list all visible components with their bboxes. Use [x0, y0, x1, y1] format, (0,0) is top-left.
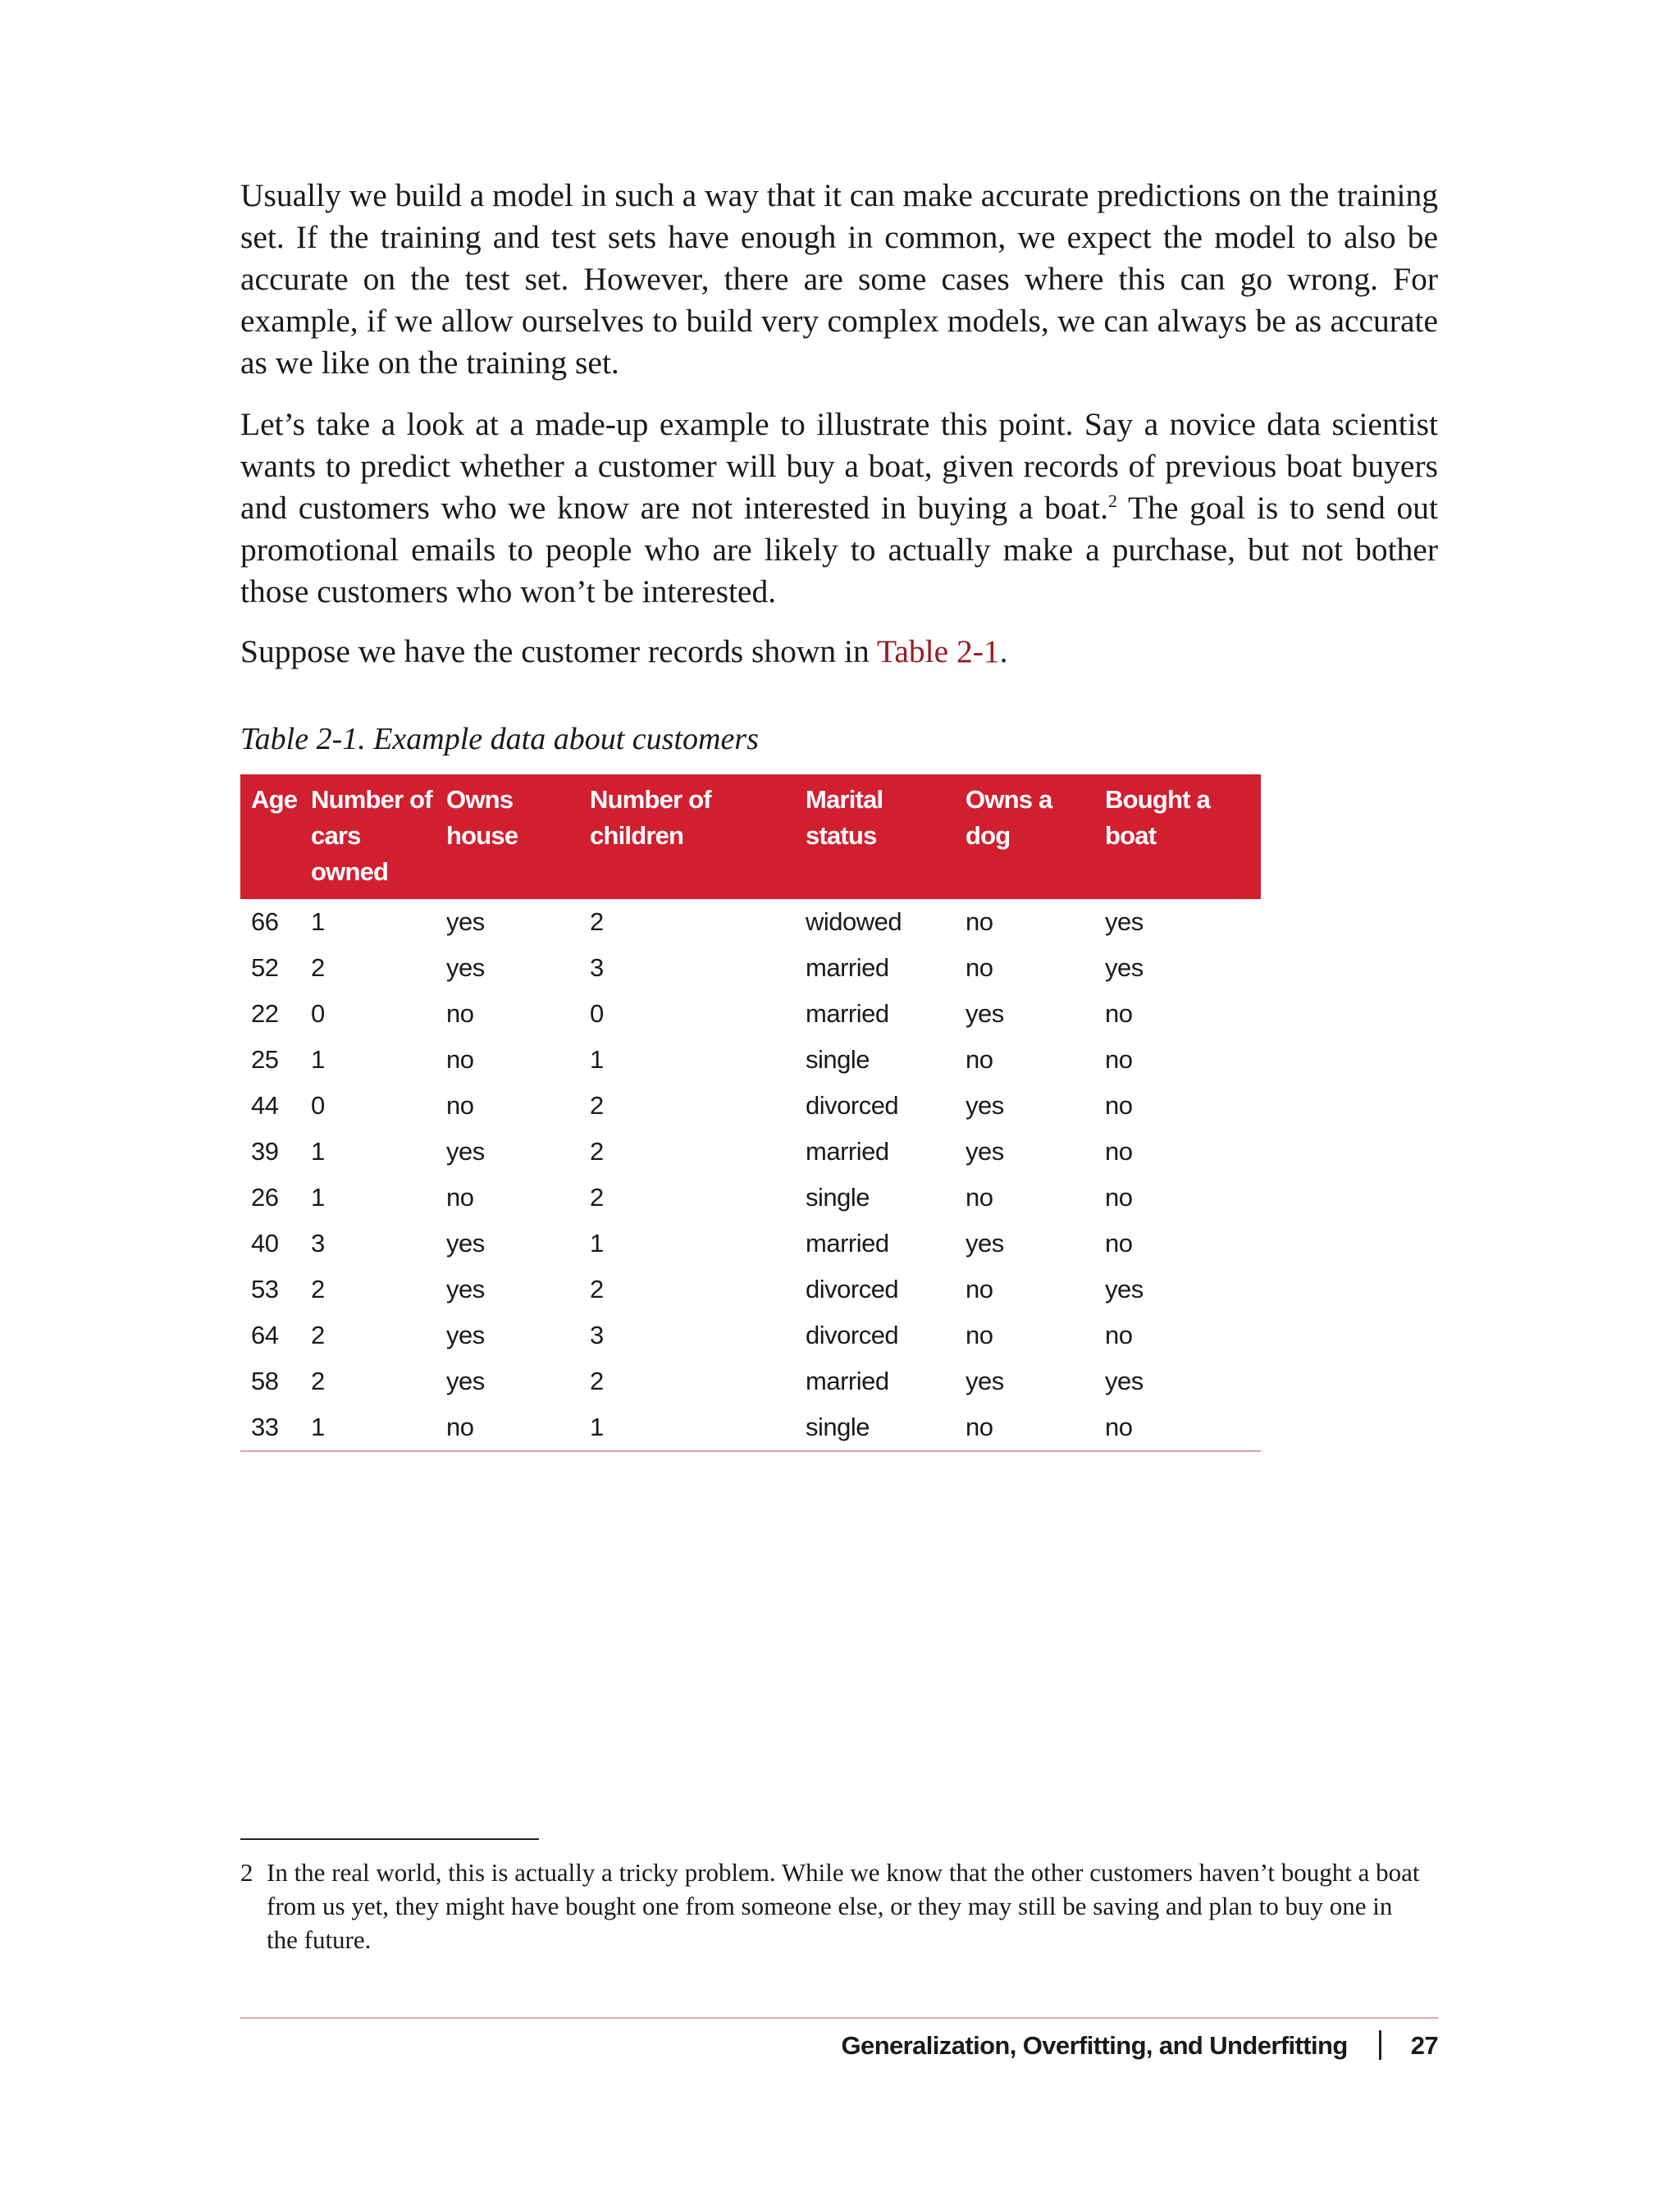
- cell-cars: 0: [311, 1091, 325, 1120]
- cell-age: 26: [251, 1183, 279, 1212]
- paragraph-table-intro: [240, 631, 1438, 673]
- cell-owns-dog: no: [966, 1045, 993, 1074]
- cell-cars: 1: [311, 1045, 325, 1074]
- table-row: [240, 1175, 1261, 1221]
- cell-owns-house: yes: [446, 1367, 485, 1395]
- paragraph-intro: Usually we build a model in such a way that it can make accurate predictions on the training set. If the training and test sets have enough in common, we expect the model to also be accurate on the test set. However, there are some cases where this can go wrong. For example, if we allow ourselves to build very complex models, we can always be as accurate as we like on the training set.: [240, 177, 1438, 381]
- footnote-divider: [240, 1838, 539, 1840]
- footnote: [240, 1856, 1422, 1956]
- cell-owns-house: no: [446, 1183, 474, 1212]
- customer-table: [240, 774, 1261, 1452]
- cell-age: 39: [251, 1137, 279, 1166]
- footnote-ref[interactable]: 2: [1108, 491, 1118, 511]
- footnote-number: 2: [240, 1858, 253, 1887]
- table-row: [240, 1267, 1261, 1312]
- cell-owns-house: no: [446, 1045, 474, 1074]
- column-header-bought-boat: Bought a boat: [1094, 774, 1261, 899]
- cell-owns-house: no: [446, 1413, 474, 1441]
- cell-cars: 0: [311, 999, 325, 1028]
- cell-children: 2: [590, 1183, 604, 1212]
- column-header-owns-house: Owns house: [436, 774, 579, 899]
- cell-cars: 2: [311, 1321, 325, 1349]
- cell-bought-boat: no: [1105, 1091, 1133, 1120]
- cell-bought-boat: no: [1105, 1137, 1133, 1166]
- cell-bought-boat: yes: [1105, 953, 1144, 982]
- cell-children: 1: [590, 1045, 604, 1074]
- paragraph-boat-example-rest: The goal is to send out promotional emails to people who are likely to actually make a purchase, but not bother those customers who won’t be interested.: [240, 490, 1439, 609]
- table-row: [240, 991, 1261, 1037]
- page-number: 27: [1410, 2031, 1438, 2060]
- cell-marital-status: single: [806, 1183, 870, 1212]
- cell-bought-boat: yes: [1105, 907, 1144, 936]
- column-header-cars: Number of cars owned: [300, 774, 436, 899]
- cell-age: 64: [251, 1321, 279, 1349]
- cell-owns-dog: no: [966, 1413, 993, 1441]
- cell-marital-status: married: [806, 999, 889, 1028]
- cell-owns-dog: no: [966, 1183, 993, 1212]
- cell-bought-boat: no: [1105, 1183, 1133, 1212]
- cell-age: 44: [251, 1091, 279, 1120]
- cell-children: 3: [590, 953, 604, 982]
- cell-owns-house: no: [446, 999, 474, 1028]
- cell-marital-status: married: [806, 1367, 889, 1395]
- cell-age: 33: [251, 1413, 279, 1441]
- cell-bought-boat: no: [1105, 1413, 1133, 1441]
- cell-marital-status: married: [806, 1229, 889, 1258]
- cell-age: 22: [251, 999, 279, 1028]
- cell-cars: 1: [311, 907, 325, 936]
- cell-owns-house: yes: [446, 1229, 485, 1258]
- cell-marital-status: single: [806, 1045, 870, 1074]
- cell-bought-boat: yes: [1105, 1367, 1144, 1395]
- cell-children: 2: [590, 907, 604, 936]
- cell-children: 2: [590, 1137, 604, 1166]
- column-header-marital-status: Marital status: [795, 774, 955, 899]
- cell-children: 1: [590, 1413, 604, 1441]
- cell-owns-dog: yes: [966, 999, 1004, 1028]
- cell-cars: 2: [311, 1275, 325, 1303]
- cell-marital-status: divorced: [806, 1275, 899, 1303]
- cell-bought-boat: yes: [1105, 1275, 1144, 1303]
- cell-cars: 3: [311, 1229, 325, 1258]
- cell-owns-house: yes: [446, 1137, 485, 1166]
- table-row: [240, 945, 1261, 991]
- cell-owns-house: yes: [446, 1321, 485, 1349]
- paragraph-table-intro-end: .: [999, 633, 1008, 669]
- cell-children: 2: [590, 1367, 604, 1395]
- table-link[interactable]: Table 2-1: [876, 633, 1000, 669]
- cell-cars: 1: [311, 1413, 325, 1441]
- cell-age: 40: [251, 1229, 279, 1258]
- cell-cars: 2: [311, 1367, 325, 1395]
- cell-owns-dog: no: [966, 953, 993, 982]
- footer-divider: [240, 2017, 1438, 2019]
- cell-bought-boat: no: [1105, 1321, 1133, 1349]
- table-row: [240, 1083, 1261, 1129]
- table-row: [240, 1358, 1261, 1404]
- column-header-children: Number of children: [579, 774, 795, 899]
- table-row: [240, 1312, 1261, 1358]
- footer-separator: [1379, 2030, 1381, 2060]
- cell-owns-dog: no: [966, 1321, 993, 1349]
- cell-owns-house: yes: [446, 1275, 485, 1303]
- cell-marital-status: single: [806, 1413, 870, 1441]
- cell-marital-status: married: [806, 1137, 889, 1166]
- cell-owns-house: yes: [446, 907, 485, 936]
- table-caption: Table 2-1. Example data about customers: [240, 722, 759, 756]
- cell-owns-house: yes: [446, 953, 485, 982]
- cell-owns-dog: yes: [966, 1367, 1004, 1395]
- cell-cars: 1: [311, 1137, 325, 1166]
- table-row: [240, 899, 1261, 945]
- cell-age: 52: [251, 953, 279, 982]
- running-footer-section: Generalization, Overfitting, and Underfitting: [841, 2031, 1348, 2060]
- table-row: [240, 1221, 1261, 1267]
- cell-owns-dog: yes: [966, 1229, 1004, 1258]
- cell-children: 0: [590, 999, 604, 1028]
- column-header-age: Age: [240, 774, 300, 899]
- cell-children: 2: [590, 1275, 604, 1303]
- cell-marital-status: divorced: [806, 1321, 899, 1349]
- cell-marital-status: divorced: [806, 1091, 899, 1120]
- footnote-text: In the real world, this is actually a tricky problem. While we know that the other customers haven’t bought a boat from us yet, they might have bought one from someone else, or they may still be saving and plan to buy one in the future.: [267, 1858, 1420, 1954]
- cell-owns-house: no: [446, 1091, 474, 1120]
- cell-marital-status: married: [806, 953, 889, 982]
- table-row: [240, 1404, 1261, 1451]
- table-row: [240, 1129, 1261, 1175]
- running-footer: [842, 2028, 1438, 2064]
- cell-owns-dog: yes: [966, 1091, 1004, 1120]
- cell-owns-dog: yes: [966, 1137, 1004, 1166]
- table-row: [240, 1037, 1261, 1083]
- paragraph-boat-example: [240, 404, 1438, 613]
- cell-age: 58: [251, 1367, 279, 1395]
- cell-marital-status: widowed: [806, 907, 902, 936]
- cell-children: 3: [590, 1321, 604, 1349]
- column-header-owns-dog: Owns a dog: [955, 774, 1094, 899]
- paragraph-table-intro-text: Suppose we have the customer records shown in: [240, 633, 877, 669]
- cell-age: 53: [251, 1275, 279, 1303]
- cell-age: 25: [251, 1045, 279, 1074]
- cell-bought-boat: no: [1105, 1229, 1133, 1258]
- table-body: [240, 899, 1261, 1451]
- cell-bought-boat: no: [1105, 1045, 1133, 1074]
- cell-cars: 1: [311, 1183, 325, 1212]
- cell-children: 1: [590, 1229, 604, 1258]
- cell-owns-dog: no: [966, 907, 993, 936]
- paragraph-boat-example-main: Let’s take a look at a made-up example to illustrate this point. Say a novice data scientist wants to predict whether a customer will buy a boat, given records of previous boat buyers and customers who we know are not interested in buying a boat.: [240, 406, 1438, 526]
- cell-children: 2: [590, 1091, 604, 1120]
- table-header-row: [240, 774, 1261, 899]
- cell-owns-dog: no: [966, 1275, 993, 1303]
- cell-age: 66: [251, 907, 279, 936]
- cell-bought-boat: no: [1105, 999, 1133, 1028]
- cell-cars: 2: [311, 953, 325, 982]
